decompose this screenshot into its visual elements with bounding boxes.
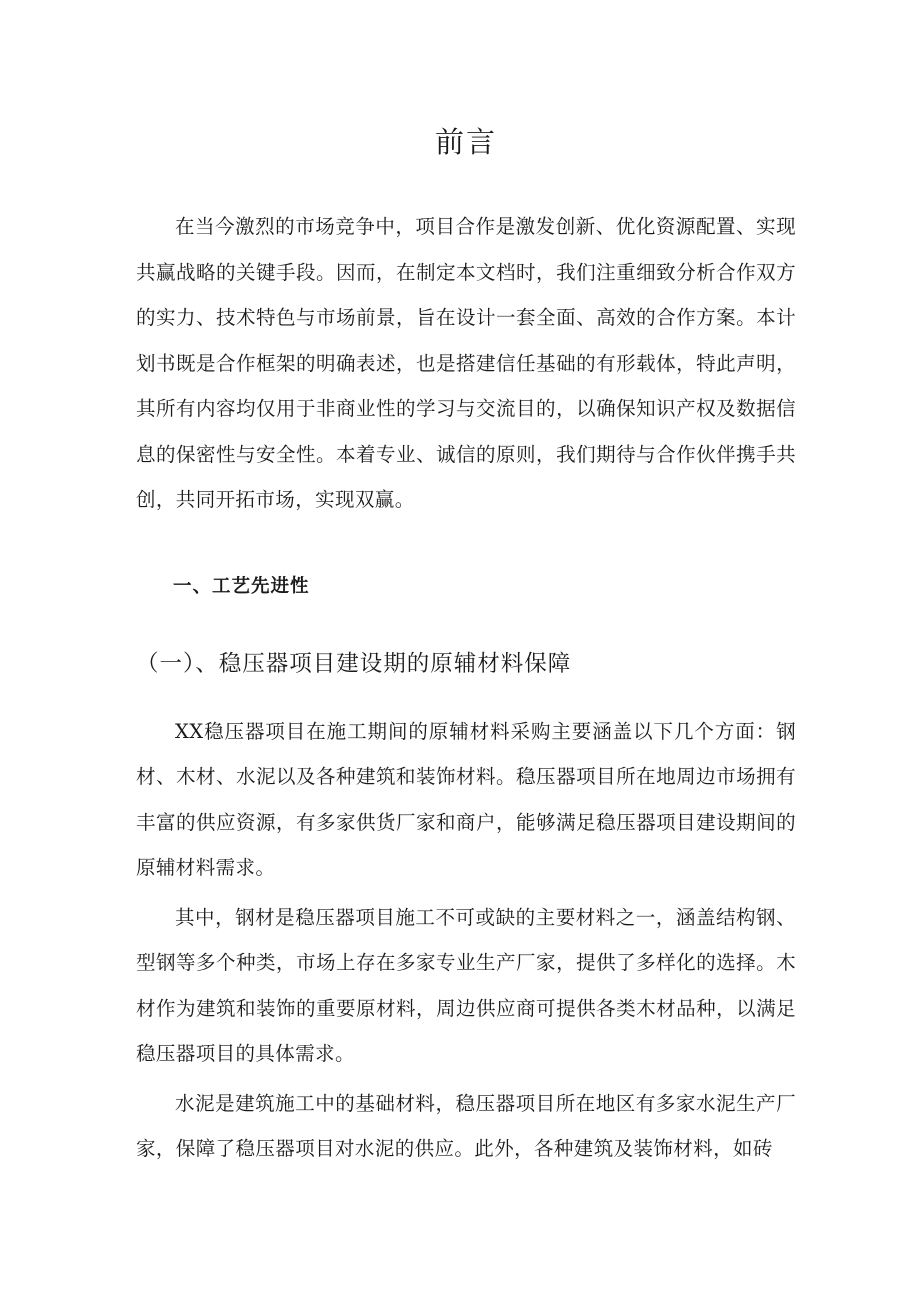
document-content bbox=[136, 116, 796, 1172]
intro-paragraph: 在当今激烈的市场竞争中，项目合作是激发创新、优化资源配置、实现共赢战略的关键手段。因而，在制定本文档时，我们注重细致分析合作双方的实力、技术特色与市场前景，旨在设计一套全面、高效的合作方案。本计划书既是合作框架的明确表述，也是搭建信任基础的有形载体，特此声明，其所有内容均仅用于非商业性的学习与交流目的，以确保知识产权及数据信息的保密性与安全性。本着专业、诚信的原则，我们期待与合作伙伴携手共创，共同开拓市场，实现双赢。 bbox=[136, 215, 796, 511]
subsection-heading: （一）、稳压器项目建设期的原辅材料保障 bbox=[136, 650, 572, 677]
body-paragraph-3: 水泥是建筑施工中的基础材料，稳压器项目所在地区有多家水泥生产厂家，保障了稳压器项目对水泥的供应。此外，各种建筑及装饰材料，如砖 bbox=[136, 1091, 796, 1160]
body-paragraph-2: 其中，钢材是稳压器项目施工不可或缺的主要材料之一，涵盖结构钢、型钢等多个种类，市场上存在多家专业生产厂家，提供了多样化的选择。木材作为建筑和装饰的重要原材料，周边供应商可提供各类木材品种，以满足稳压器项目的具体需求。 bbox=[136, 905, 796, 1065]
body-paragraph-1: XX稳压器项目在施工期间的原辅材料采购主要涵盖以下几个方面：钢材、木材、水泥以及各种建筑和装饰材料。稳压器项目所在地周边市场拥有丰富的供应资源，有多家供货厂家和商户，能够满足稳压器项目建设期间的原辅材料需求。 bbox=[136, 719, 796, 879]
section-heading: 一、工艺先进性 bbox=[173, 575, 310, 597]
page-title: 前言 bbox=[434, 125, 497, 159]
